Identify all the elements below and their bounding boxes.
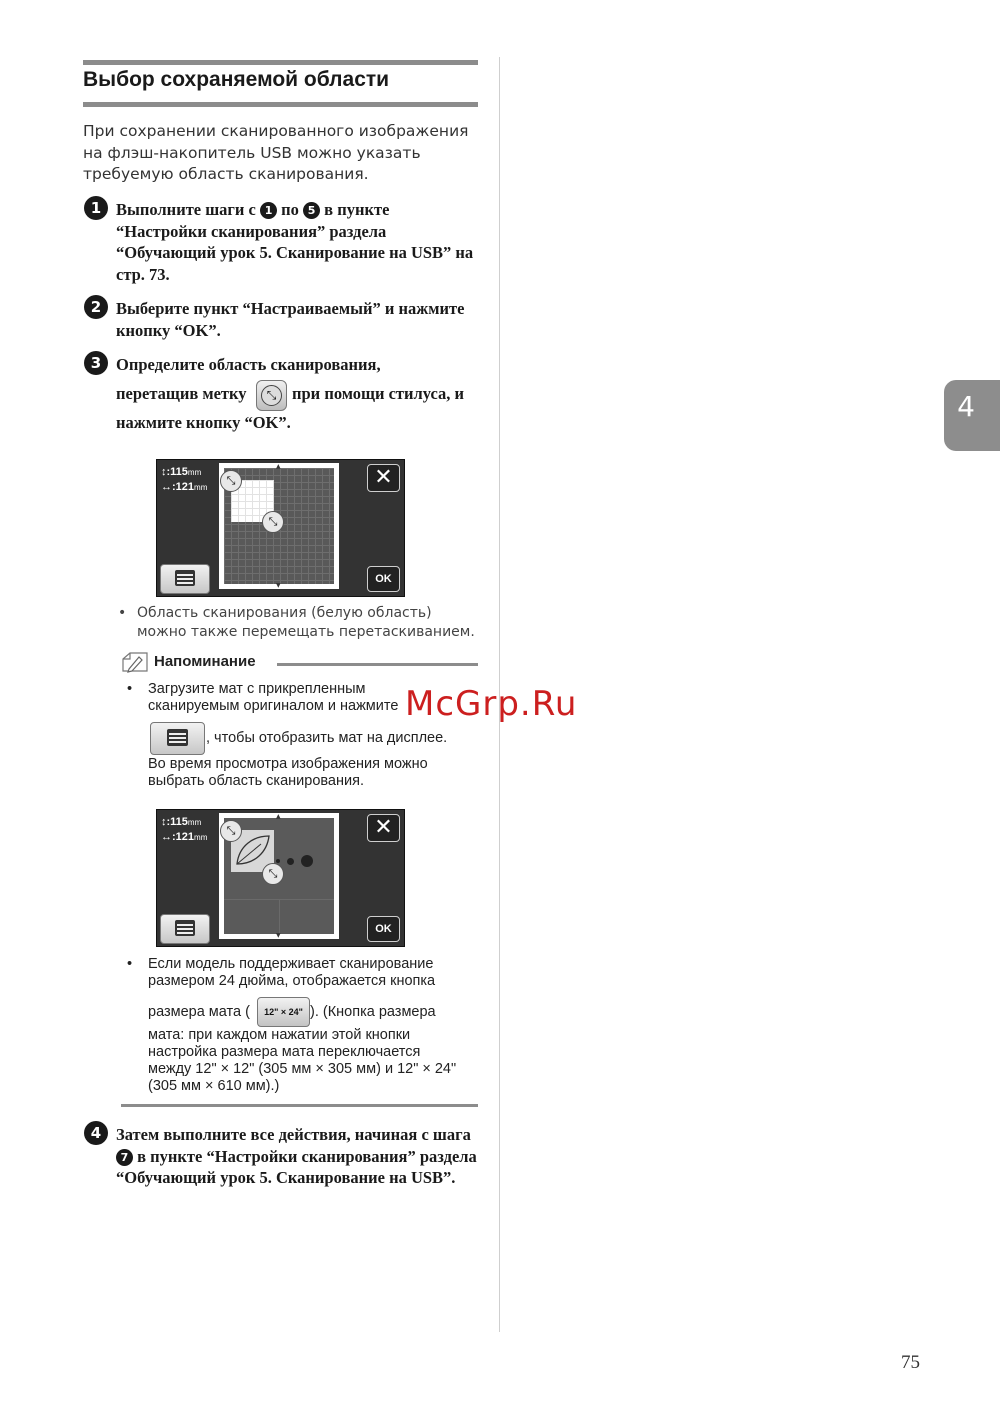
memo-bullet-2-line3a: размера мата ( [148,1004,250,1020]
step-4-number: 4 [84,1121,108,1145]
dot-large [301,855,313,867]
title-bottom-rule [83,102,478,107]
close-button[interactable]: ✕ [367,464,400,492]
memo-bullet-1-line1: Загрузите мат с прикрепленным [148,681,366,697]
step-2-text: Выберите пункт “Настраиваемый” и нажмите кнопку “OK”. [116,299,465,340]
ruler-bottom-marker: ▼ [276,582,281,589]
step-4-text-b: в пункте “Настройки сканирования” раздела “Обучающий урок 5. Сканирование на USB”. [116,1146,477,1187]
memo-bullet-2-mark: • [127,956,133,972]
memo-bullet-1-line5: выбрать область сканирования. [148,773,364,789]
memo-title: Напоминание [154,653,256,670]
ruler-bottom-marker-2: ▼ [276,932,281,939]
memo-bullet-2-line2: размером 24 дюйма, отображается кнопка [148,973,436,989]
memo-bullet-2-line3b: ). (Кнопка размера [310,1004,436,1020]
width-readout-2: ↔:121mm [161,831,208,843]
step-3-line2b: при помощи стилуса, и [292,384,465,403]
memo-bullet-1-mark: • [127,681,133,697]
memo-bullet-1-line4: Во время просмотра изображения можно [148,756,428,772]
scan-area-screen-1 [156,459,405,597]
memo-pen-icon [121,651,149,673]
ruler-top-marker-2: ▲ [276,813,281,820]
step-3-line2a: перетащив метку [116,384,247,403]
step-1-text [116,199,481,285]
step-3-number: 3 [84,351,108,375]
bottom-right-resize-handle-icon-2[interactable]: ⤡ [262,863,284,885]
bottom-right-resize-handle-icon[interactable]: ⤡ [262,511,284,533]
chapter-number: 4 [957,390,975,423]
step-1-number: 1 [84,196,108,220]
ok-button-2[interactable]: OK [367,916,400,942]
intro-paragraph: При сохранении сканированного изображения на флэш-накопитель USB можно указать требуемую область сканирования. [83,122,469,183]
scan-button-2[interactable] [160,914,210,944]
memo-bullet-1-line3: , чтобы отобразить мат на дисплее. [206,730,448,746]
memo-end-rule [121,1104,478,1107]
height-readout-2: ↕:115mm [161,816,202,828]
top-left-resize-handle-icon-2[interactable]: ⤡ [220,820,242,842]
drag-handle-icon: ⤡ [256,380,287,411]
dot-small [276,859,280,863]
ruler-top-marker: ▲ [276,463,281,470]
top-left-resize-handle-icon[interactable]: ⤡ [220,470,242,492]
step-3-bullet-text: Область сканирования (белую область) можно также перемещать перетаскиванием. [137,605,475,640]
step-3-line3: нажмите кнопку “OK”. [116,413,291,432]
step-4-text-a: Затем выполните все действия, начиная с шага [116,1125,471,1144]
inline-scanner-icon [167,729,188,746]
memo-bullet-2-line1: Если модель поддерживает сканирование [148,956,434,972]
memo-bullet-2-line7: (305 мм × 610 мм).) [148,1078,280,1094]
scan-button[interactable] [160,564,210,594]
step-3-line1: Определите область сканирования, [116,355,381,374]
height-readout: ↕:115mm [161,466,202,478]
step-4-text [116,1124,478,1189]
scanner-icon [175,570,195,586]
dot-medium [287,858,294,865]
step-1-text-a: Выполните шаги с [116,200,261,219]
step-ref-1: 1 [260,202,277,219]
step-ref-5: 5 [303,202,320,219]
memo-bullet-2-line4: мата: при каждом нажатии этой кнопки [148,1027,411,1043]
memo-header-rule [277,663,478,666]
inline-scan-button [150,722,205,755]
close-button-2[interactable]: ✕ [367,814,400,842]
step-ref-7: 7 [116,1149,133,1166]
step-1-text-b: по [277,200,304,219]
ok-button[interactable]: OK [367,566,400,592]
step-2-number: 2 [84,295,108,319]
memo-bullet-1-line2: сканируемым оригиналом и нажмите [148,698,399,714]
scan-area-screen-2 [156,809,405,947]
section-title: Выбор сохраняемой области [83,68,390,91]
watermark-text: McGrp.Ru [405,684,578,724]
title-top-rule [83,60,478,65]
width-readout: ↔:121mm [161,481,208,493]
memo-bullet-2-line5: настройка размера мата переключается [148,1044,421,1060]
mat-size-button: 12" × 24" [257,997,310,1027]
page-number: 75 [901,1352,920,1373]
step-3-bullet-mark: • [118,605,127,621]
mat-grid-line-v [279,899,280,934]
scanner-icon-2 [175,920,195,936]
memo-bullet-2-line6: между 12" × 12" (305 мм × 305 мм) и 12" × 24" [148,1061,457,1077]
step-1-text-c: в пункте “Настройки сканирования” раздела “Обучающий урок 5. Сканирование на USB” на стр. 73. [116,200,474,284]
